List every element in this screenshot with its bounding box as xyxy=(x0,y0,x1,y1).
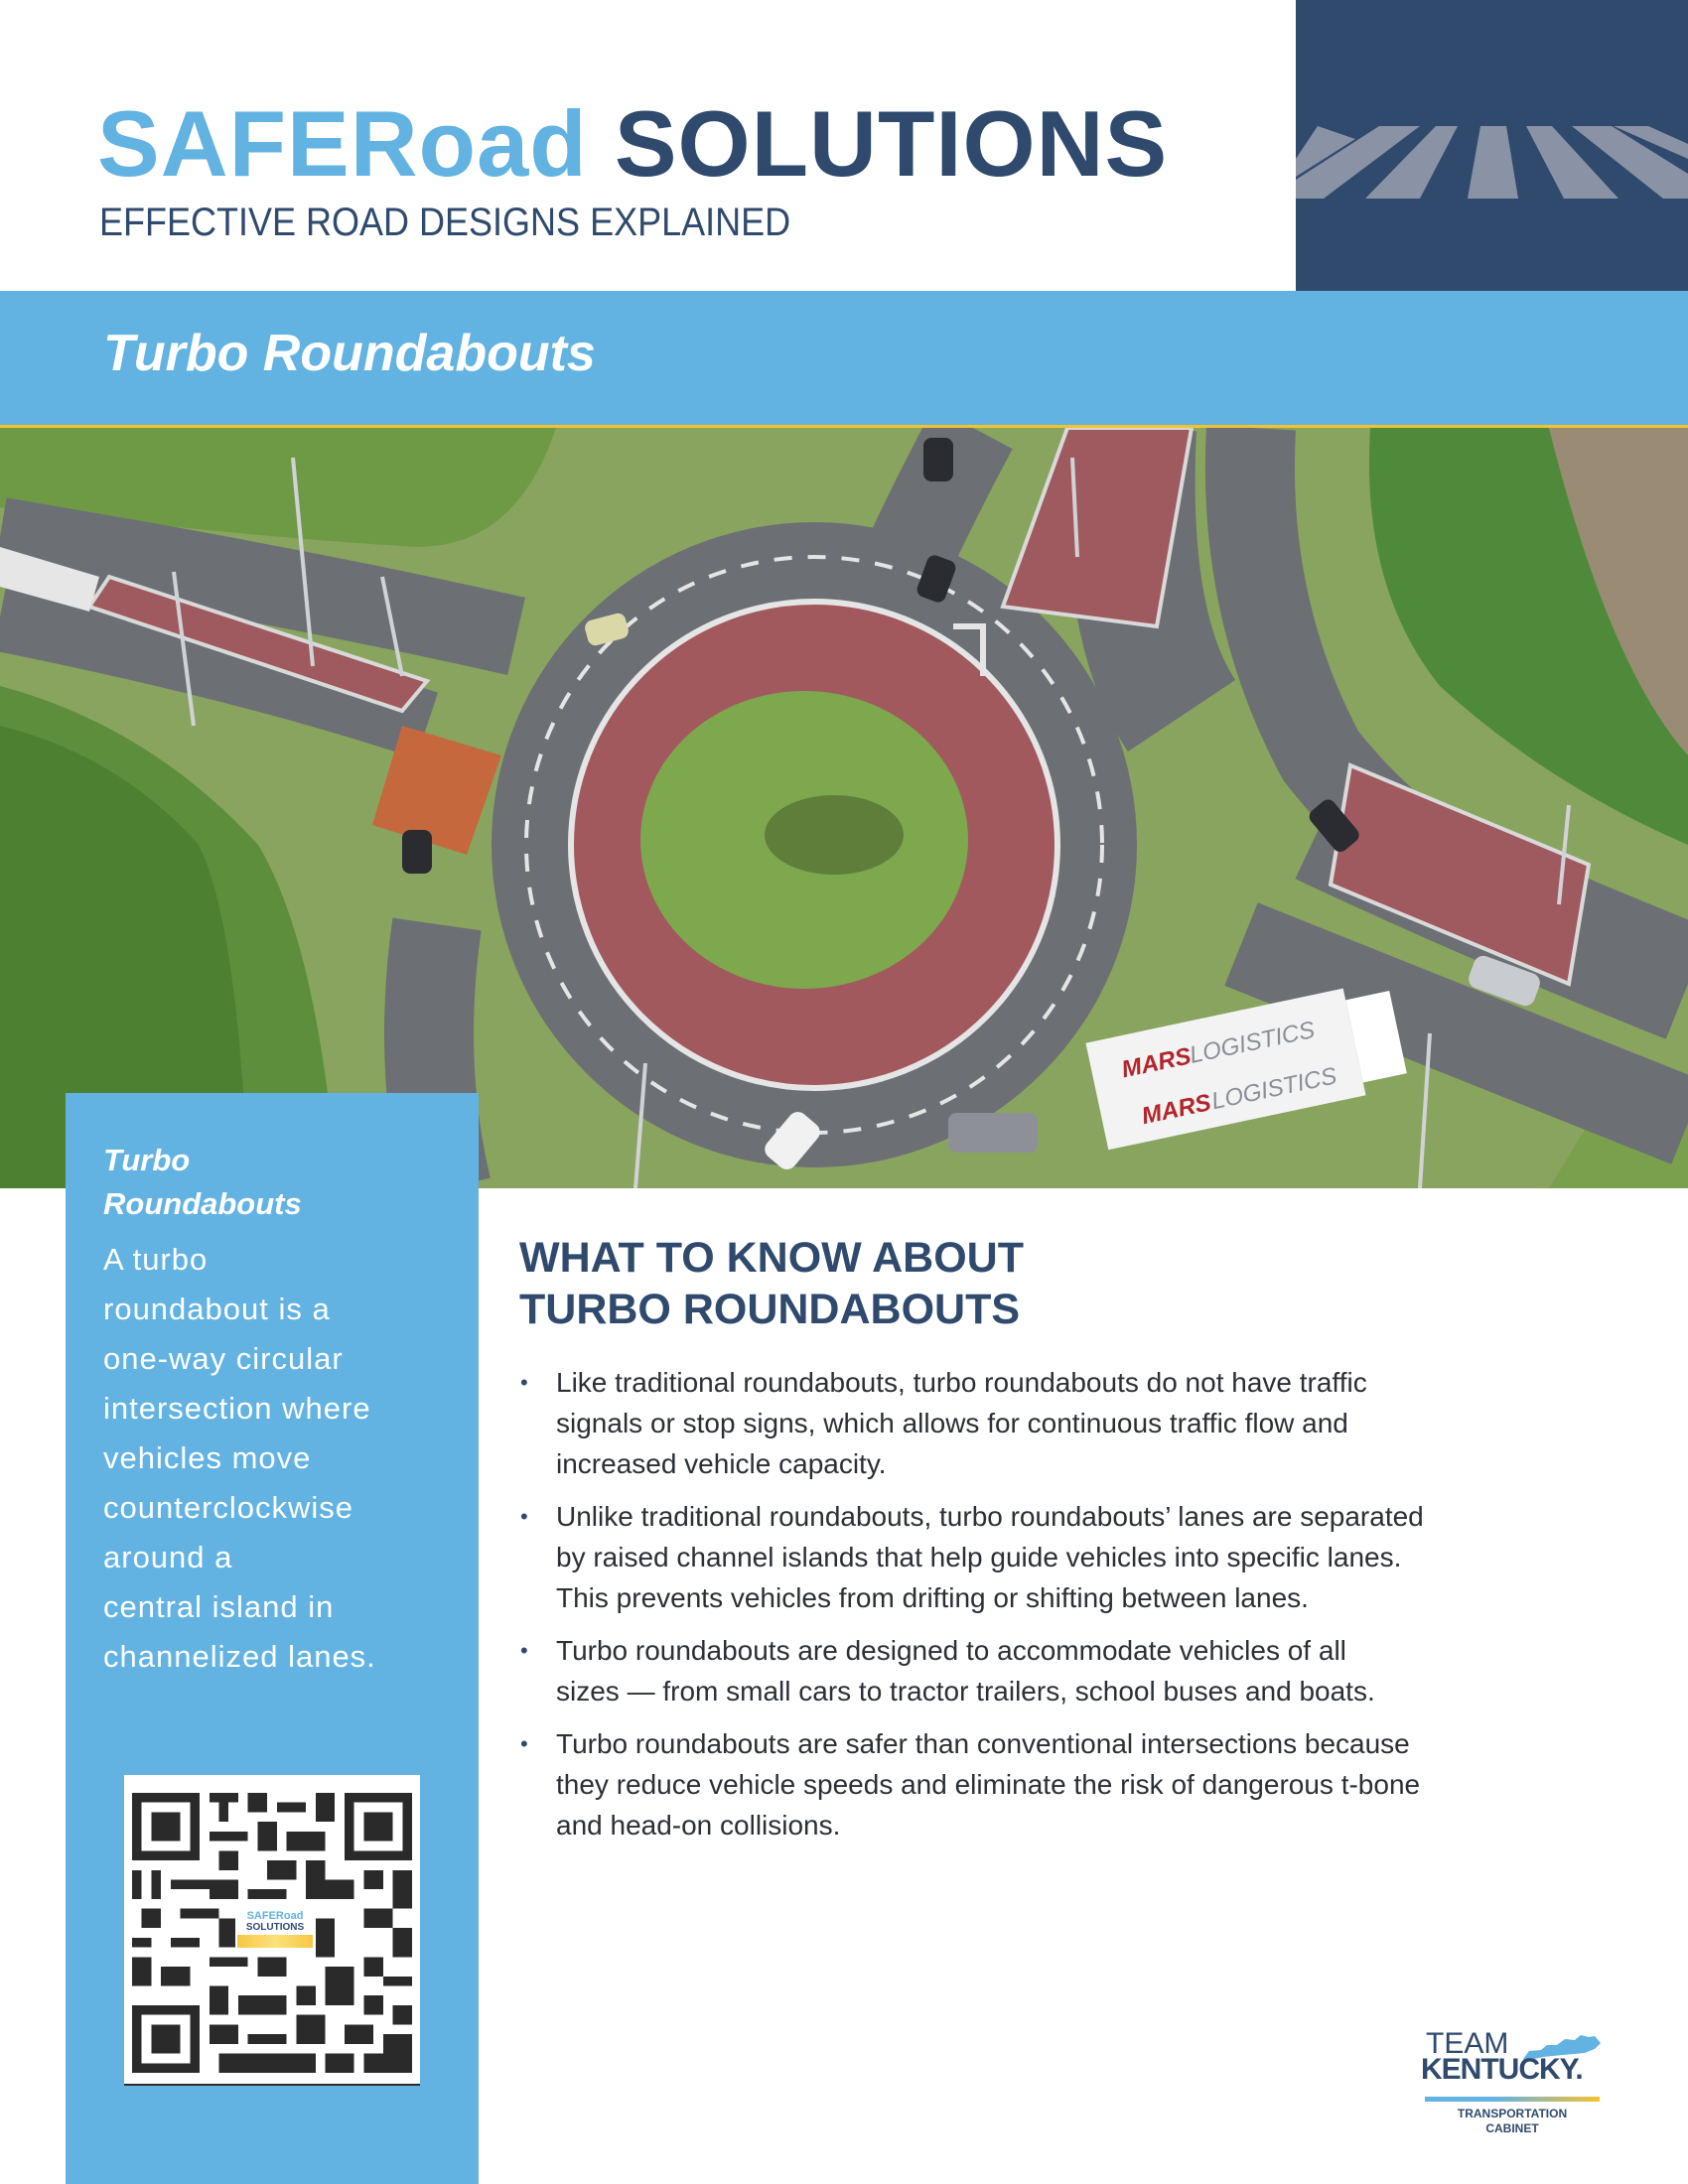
team-kentucky-logo xyxy=(1410,2029,1628,2148)
list-item xyxy=(516,1723,1638,1845)
sidebar-body-line: central island in xyxy=(103,1589,335,1624)
sidebar-body-line: roundabout is a xyxy=(103,1292,331,1326)
topic-title: Turbo Roundabouts xyxy=(103,325,596,382)
svg-text:LOGISTICS: LOGISTICS xyxy=(1208,1062,1339,1116)
section-heading-line: TURBO ROUNDABOUTS xyxy=(519,1286,1021,1333)
list-item-line: by raised channel islands that help guide vehicles into specific lanes. xyxy=(556,1542,1402,1572)
sidebar-definition-text xyxy=(103,1235,471,1682)
brand-subtitle: EFFECTIVE ROAD DESIGNS EXPLAINED xyxy=(99,201,791,244)
sidebar-title xyxy=(103,1139,461,1226)
sidebar-body-line: one-way circular xyxy=(103,1341,344,1376)
sidebar-body-line: around a xyxy=(103,1540,233,1574)
logo-team-text: TEAM xyxy=(1426,2027,1509,2060)
sidebar-title-line: Turbo xyxy=(103,1143,191,1177)
list-item-line: increased vehicle capacity. xyxy=(556,1448,887,1479)
roundabout-aerial-photo xyxy=(0,428,1688,1188)
sidebar-body-line: intersection where xyxy=(103,1391,371,1426)
bullet-icon: • xyxy=(520,1731,528,1756)
qr-logo-sunburst xyxy=(237,1935,313,1948)
section-heading-line: WHAT TO KNOW ABOUT xyxy=(519,1234,1024,1282)
sidebar-body-line: vehicles move xyxy=(103,1440,312,1475)
logo-kentucky-text: KENTUCKY. xyxy=(1421,2053,1583,2086)
qr-logo-line2: SOLUTIONS xyxy=(245,1922,305,1933)
logo-subtitle xyxy=(1410,2107,1615,2136)
truck-label: MARS xyxy=(1119,1042,1194,1084)
bullet-icon: • xyxy=(520,1638,528,1663)
sidebar-title-line: Roundabouts xyxy=(103,1186,302,1221)
brand-saferoad: SAFERoad xyxy=(97,91,588,196)
list-item xyxy=(516,1630,1638,1711)
qr-logo-line1: SAFERoad xyxy=(246,1910,304,1922)
qr-center-logo xyxy=(235,1910,315,1956)
list-item-line: Like traditional roundabouts, turbo roundabouts do not have traffic xyxy=(556,1367,1367,1398)
brand-solutions: SOLUTIONS xyxy=(614,91,1169,196)
logo-gradient-bar xyxy=(1425,2097,1600,2102)
brand-title xyxy=(97,91,1169,196)
sidebar-body-line: channelized lanes. xyxy=(103,1639,376,1674)
logo-subtitle-line: CABINET xyxy=(1485,2121,1539,2135)
bullet-icon: • xyxy=(520,1504,528,1529)
sidebar-definition-panel xyxy=(66,1093,479,2184)
page-header xyxy=(0,0,1688,291)
list-item xyxy=(516,1362,1638,1484)
list-item-line: and head-on collisions. xyxy=(556,1810,841,1841)
list-item-line: Unlike traditional roundabouts, turbo roundabouts’ lanes are separated xyxy=(556,1501,1424,1532)
list-item-line: Turbo roundabouts are safer than conventional intersections because xyxy=(556,1728,1410,1759)
crosswalk-stripes-graphic xyxy=(1296,0,1688,291)
facts-list xyxy=(516,1362,1638,1857)
svg-text:LOGISTICS: LOGISTICS xyxy=(1187,1016,1318,1069)
sidebar-body-line: A turbo xyxy=(103,1242,209,1277)
list-item-line: Turbo roundabouts are designed to accommodate vehicles of all xyxy=(556,1635,1346,1666)
list-item xyxy=(516,1496,1638,1618)
section-heading xyxy=(519,1232,1024,1335)
svg-text:MARS: MARS xyxy=(1139,1089,1214,1131)
bullet-icon: • xyxy=(520,1370,528,1395)
list-item-line: signals or stop signs, which allows for continuous traffic flow and xyxy=(556,1408,1348,1438)
list-item-line: sizes — from small cars to tractor trailers, school buses and boats. xyxy=(556,1676,1375,1706)
qr-code[interactable] xyxy=(124,1775,420,2086)
logo-subtitle-line: TRANSPORTATION xyxy=(1457,2107,1568,2120)
sidebar-body-line: counterclockwise xyxy=(103,1490,354,1525)
list-item-line: they reduce vehicle speeds and eliminate the risk of dangerous t-bone xyxy=(556,1769,1421,1800)
list-item-line: This prevents vehicles from drifting or shifting between lanes. xyxy=(556,1582,1309,1613)
